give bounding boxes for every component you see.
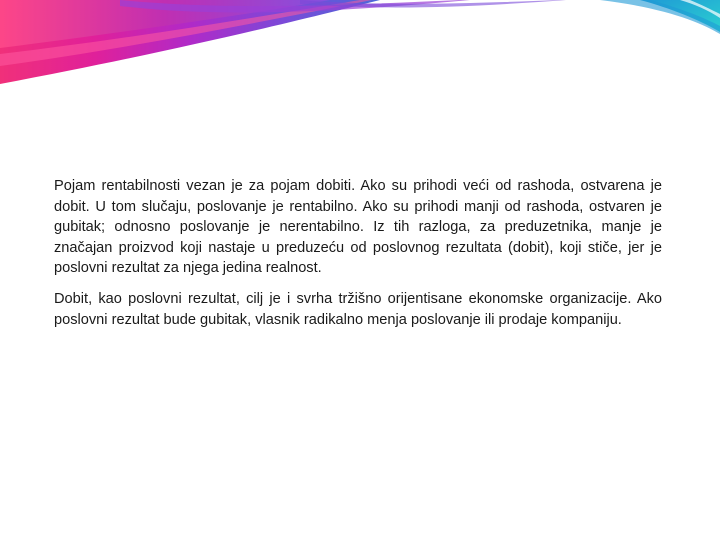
paragraph-profit: Dobit, kao poslovni rezultat, cilj je i svrha tržišno orijentisane ekonomske organizacije. Ako poslovni rezultat bude gubitak, vlasnik radikalno menja poslovanje ili prodaje kompaniju. — [54, 290, 662, 328]
paragraph-rentability: Pojam rentabilnosti vezan je za pojam dobiti. Ako su prihodi veći od rashoda, ostvarena je dobit. U tom slučaju, poslovanje je rentabilno. Ako su prihodi manji od rashoda, ostvaren je gubitak; odnosno poslovanje je nerentabilno. Iz tih razloga, za preduzetnika, manje je značajan proizvod koji nastaje u preduzeću od poslovnog rezultata (dobit), koji stiče, jer je poslovni rezultat za njega jedina realnost. — [54, 178, 662, 277]
decorative-ribbon-banner — [0, 0, 720, 100]
slide-body — [54, 176, 662, 340]
